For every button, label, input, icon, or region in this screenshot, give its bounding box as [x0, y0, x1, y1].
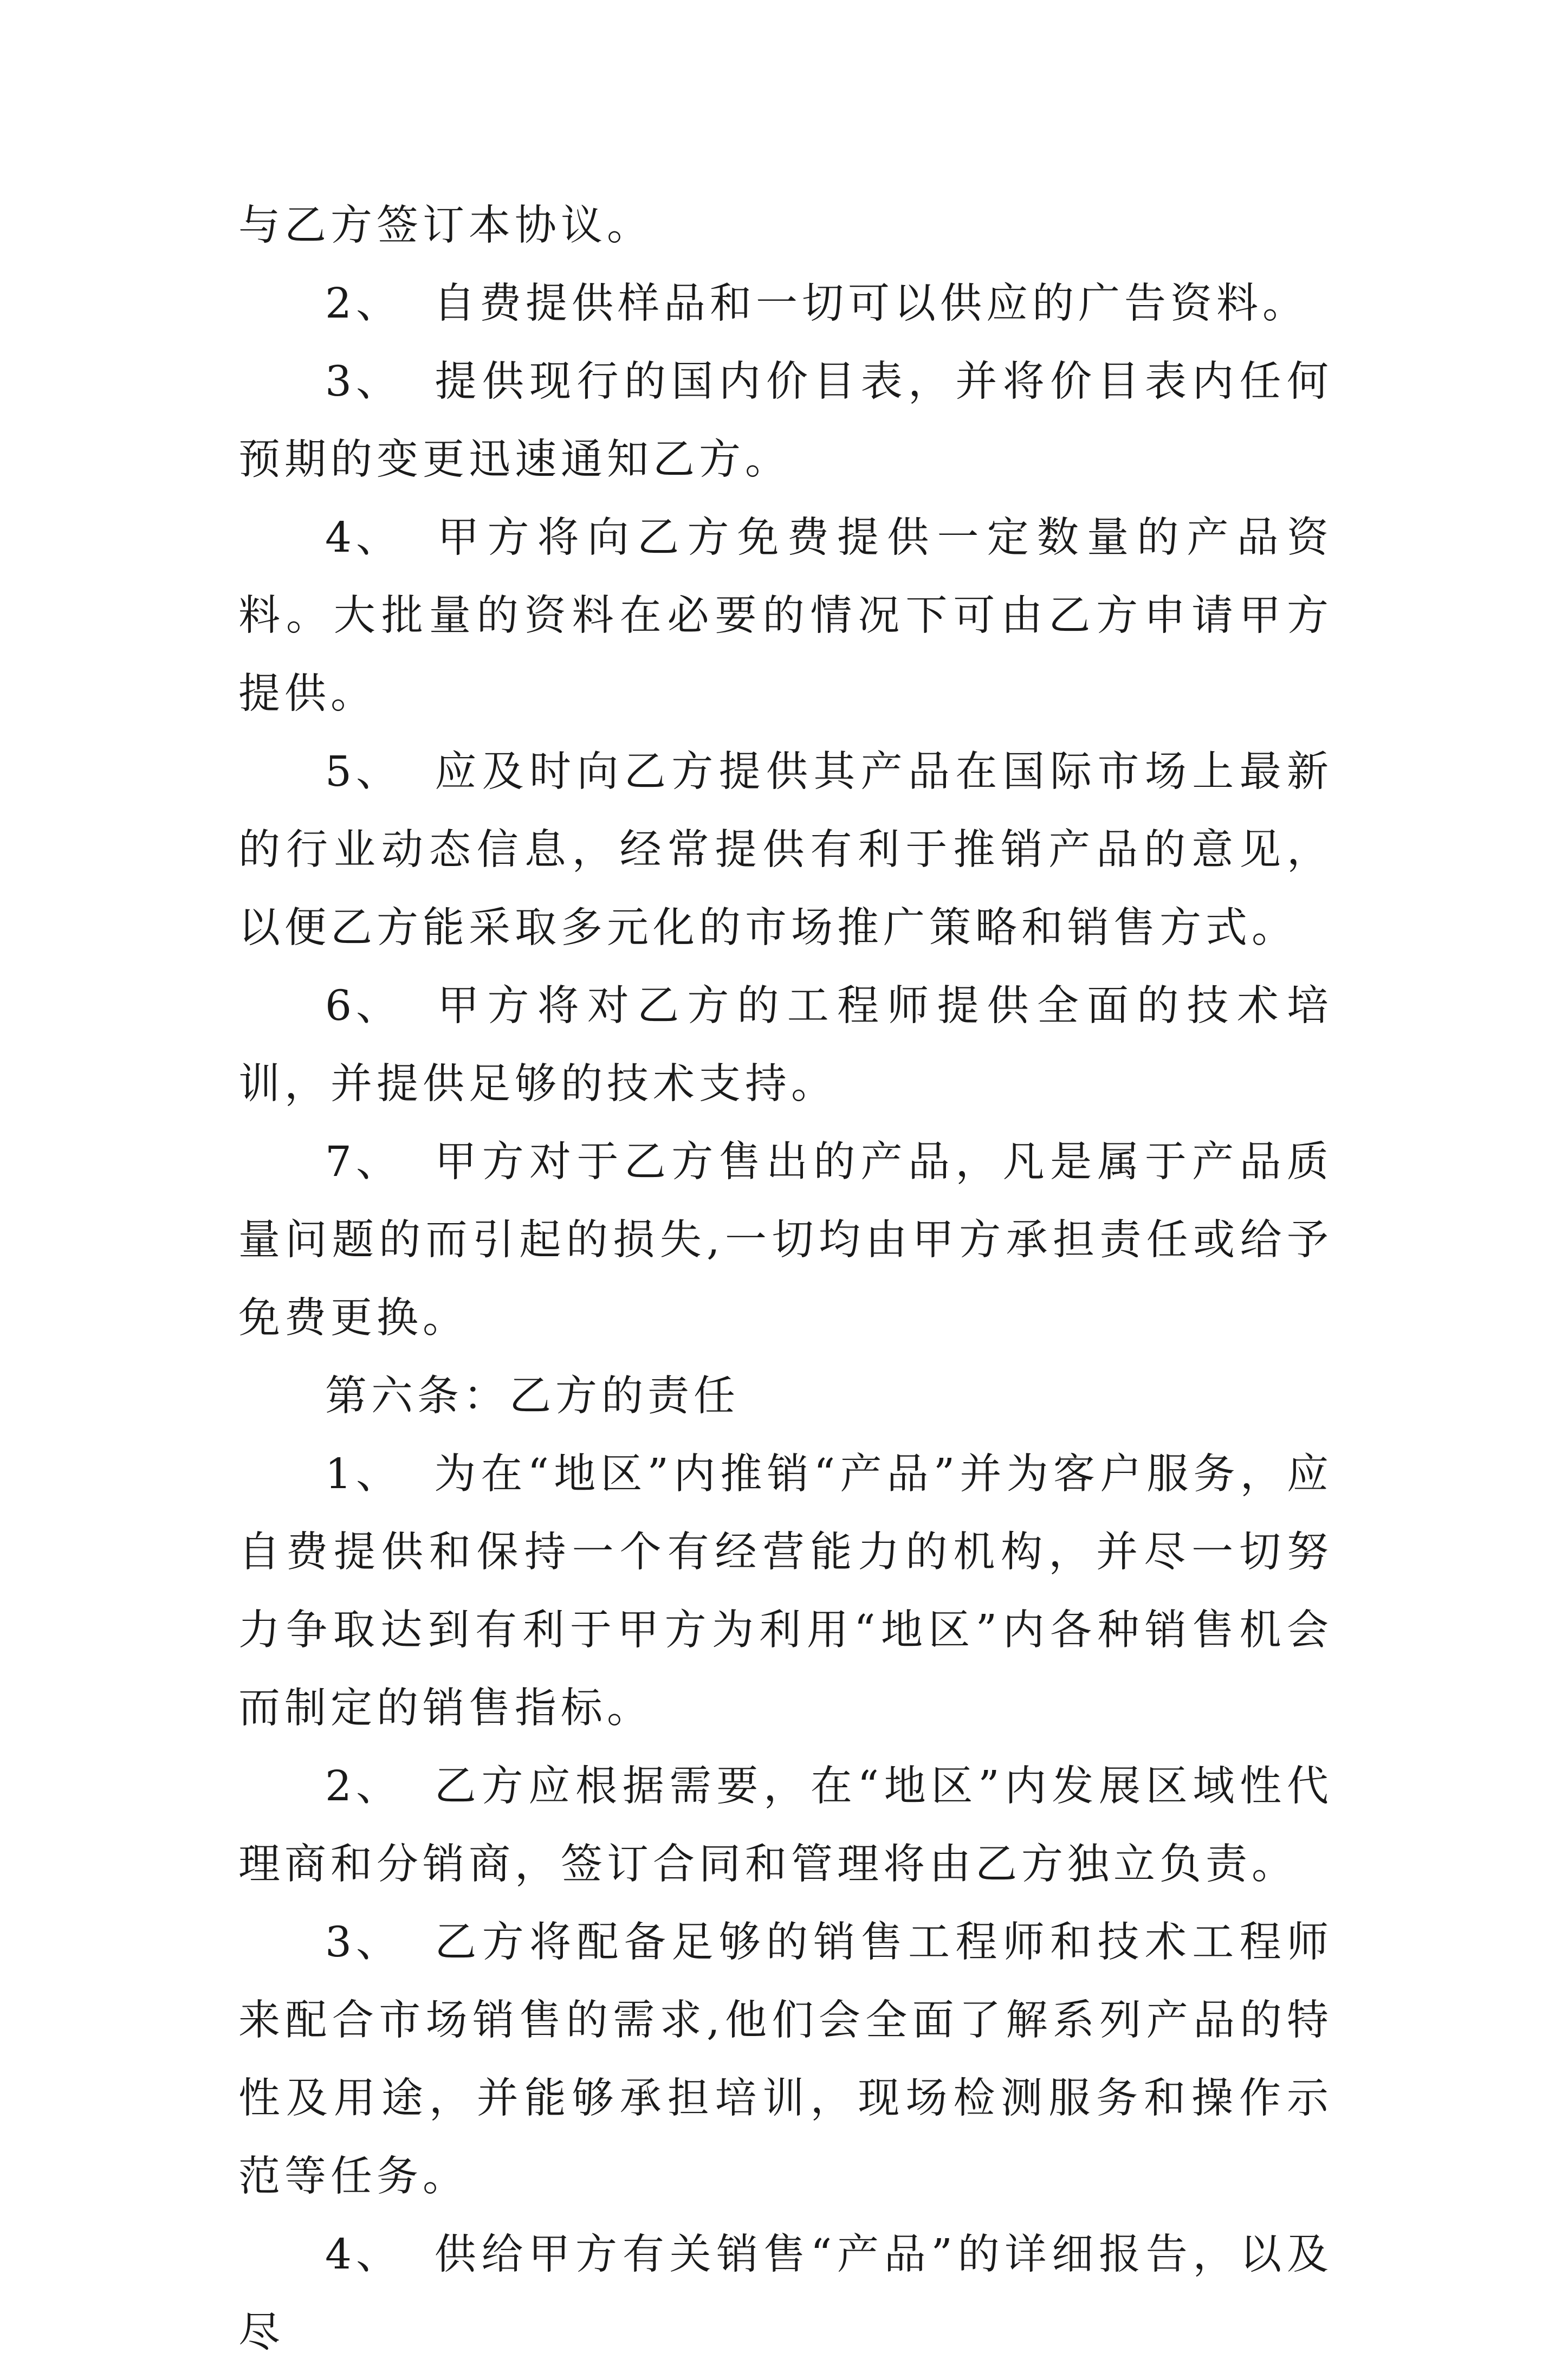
list-item — [238, 1123, 1333, 1358]
item-number: 2、 — [325, 280, 402, 328]
item-text: 甲方将对乙方的工程师提供全面的技术培训，并提供足够的技术支持。 — [238, 982, 1333, 1108]
paragraph-text: 与乙方签订本协议。 — [238, 202, 653, 250]
item-text: 供给甲方有关销售“产品”的详细报告，以及尽 — [238, 2231, 1333, 2357]
item-text: 自费提供样品和一切可以供应的广告资料。 — [433, 280, 1308, 328]
item-text: 甲方对于乙方售出的产品，凡是属于产品质量问题的而引起的损失,一切均由甲方承担责任或给予免费更换。 — [238, 1138, 1333, 1342]
list-item — [238, 1436, 1333, 1748]
list-item — [238, 343, 1333, 499]
list-item — [238, 967, 1333, 1123]
item-number: 7、 — [325, 1138, 402, 1186]
section-heading — [238, 1358, 1333, 1436]
section-heading-text: 第六条：乙方的责任 — [325, 1372, 740, 1420]
list-item — [238, 1748, 1333, 1904]
item-number: 6、 — [325, 982, 402, 1030]
list-item — [238, 733, 1333, 967]
item-text: 应及时向乙方提供其产品在国际市场上最新的行业动态信息，经常提供有利于推销产品的意见，以便乙方能采取多元化的市场推广策略和销售方式。 — [238, 748, 1333, 952]
item-text: 乙方应根据需要，在“地区”内发展区域性代理商和分销商，签订合同和管理将由乙方独立负责。 — [238, 1762, 1333, 1889]
list-item — [238, 2216, 1333, 2372]
item-text: 为在“地区”内推销“产品”并为客户服务，应自费提供和保持一个有经营能力的机构，并尽一切努力争取达到有利于甲方为利用“地区”内各种销售机会而制定的销售指标。 — [238, 1450, 1333, 1733]
list-item — [238, 1904, 1333, 2216]
document-body — [238, 187, 1333, 2372]
item-number: 2、 — [325, 1762, 402, 1811]
paragraph-intro — [238, 187, 1333, 265]
item-number: 1、 — [325, 1450, 402, 1498]
item-number: 4、 — [325, 514, 402, 562]
list-item — [238, 499, 1333, 733]
item-text: 乙方将配备足够的销售工程师和技术工程师来配合市场销售的需求,他们会全面了解系列产品的特性及用途，并能够承担培训，现场检测服务和操作示范等任务。 — [238, 1918, 1333, 2201]
item-number: 3、 — [325, 358, 402, 406]
item-text: 提供现行的国内价目表，并将价目表内任何预期的变更迅速通知乙方。 — [238, 358, 1333, 484]
item-number: 5、 — [325, 748, 402, 796]
item-number: 4、 — [325, 2231, 402, 2279]
list-item — [238, 265, 1333, 343]
item-text: 甲方将向乙方免费提供一定数量的产品资料。大批量的资料在必要的情况下可由乙方申请甲方提供。 — [238, 514, 1333, 718]
item-number: 3、 — [325, 1918, 402, 1967]
